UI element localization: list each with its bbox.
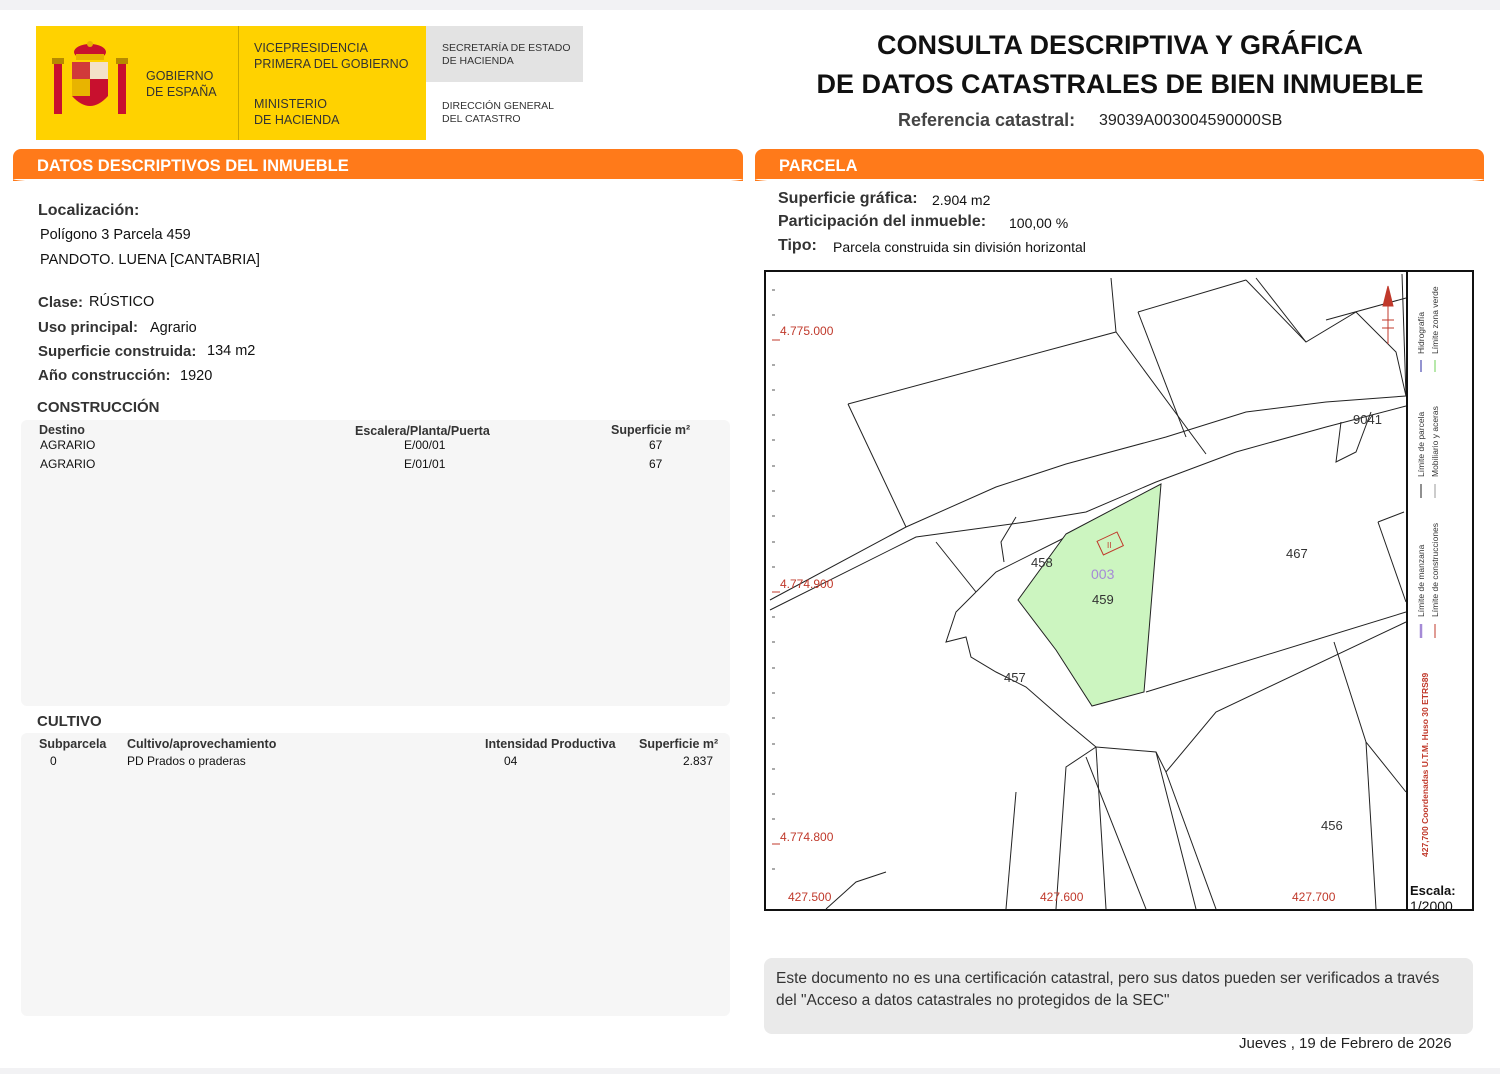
- participacion-value: 100,00 %: [1009, 215, 1069, 231]
- parcel-label-459: 459: [1092, 592, 1114, 607]
- superficie-construida-value: 134 m2: [207, 343, 256, 359]
- anio-construccion-value: 1920: [180, 368, 213, 384]
- table-row-escalera: E/01/01: [404, 457, 446, 471]
- escala-value: 1/2000: [1410, 898, 1453, 914]
- table-row-superficie: 67: [649, 457, 663, 471]
- secretaria-text: SECRETARÍA DE ESTADO DE HACIENDA: [442, 42, 571, 67]
- legend-mobiliario-aceras: Mobiliario y aceras: [1430, 406, 1440, 477]
- parcel-boundary: [1111, 278, 1116, 332]
- localizacion-line-2: PANDOTO. LUENA [CANTABRIA]: [40, 252, 260, 268]
- cadastral-map-svg: [766, 272, 1472, 909]
- parcel-boundary: [1326, 298, 1406, 320]
- localizacion-label: Localización:: [38, 202, 140, 219]
- parcel-boundary: [1378, 522, 1406, 602]
- gobierno-espana-text: GOBIERNO DE ESPAÑA: [146, 69, 217, 99]
- document-page: [0, 10, 1500, 1068]
- cultivo-header-superficie: Superficie m²: [639, 737, 719, 751]
- superficie-grafica-label: Superficie gráfica:: [778, 190, 918, 207]
- parcel-boundary: [1334, 642, 1406, 792]
- construccion-header-destino: Destino: [39, 423, 85, 437]
- y-axis-label: 4.775.000: [780, 324, 834, 338]
- legend-limite-construcciones: Límite de construcciones: [1430, 522, 1440, 617]
- table-row-cultivo: PD Prados o praderas: [127, 754, 246, 768]
- cultivo-title: CULTIVO: [37, 713, 102, 730]
- table-row-subparcela: 0: [50, 754, 57, 768]
- construccion-header-escalera: Escalera/Planta/Puerta: [355, 424, 490, 438]
- cadastral-map[interactable]: [764, 270, 1474, 911]
- referencia-value: 39039A003004590000SB: [1099, 112, 1283, 129]
- legend-hidrografia: Hidrografía: [1416, 311, 1426, 354]
- localizacion-line-1: Polígono 3 Parcela 459: [40, 227, 191, 243]
- tipo-value: Parcela construida sin división horizontal: [833, 239, 1086, 255]
- tipo-label: Tipo:: [778, 237, 817, 254]
- y-axis-label: 4.774.800: [780, 830, 834, 844]
- parcel-boundary: [1256, 278, 1306, 342]
- parcel-label-9041: 9041: [1353, 412, 1382, 427]
- clase-label: Clase:: [38, 294, 84, 311]
- table-row-destino: AGRARIO: [40, 457, 96, 471]
- parcel-boundary: [1056, 747, 1096, 909]
- parcel-label-458: 458: [1031, 555, 1053, 570]
- cultivo-header-subparcela: Subparcela: [39, 737, 107, 751]
- table-row-superficie: 2.837: [683, 754, 714, 768]
- parcel-boundary: [1366, 742, 1376, 909]
- parcel-boundary: [1006, 792, 1016, 909]
- parcel-boundary: [848, 404, 906, 527]
- table-row-superficie: 67: [649, 438, 663, 452]
- building-label: II: [1107, 541, 1112, 550]
- parcel-label-003: 003: [1091, 566, 1115, 582]
- parcel-boundary: [1156, 752, 1196, 909]
- x-axis-label: 427.600: [1040, 890, 1084, 904]
- x-axis-label: 427.500: [788, 890, 832, 904]
- datos-descriptivos-header: DATOS DESCRIPTIVOS DEL INMUEBLE: [13, 149, 743, 181]
- y-axis-label: 4.774.900: [780, 577, 834, 591]
- parcel-boundary: [936, 542, 976, 592]
- referencia-label: Referencia catastral:: [898, 110, 1076, 130]
- table-row-escalera: E/00/01: [404, 438, 446, 452]
- logo-divider: [238, 26, 239, 140]
- table-row-destino: AGRARIO: [40, 438, 96, 452]
- parcel-boundary: [1378, 512, 1404, 522]
- participacion-label: Participación del inmueble:: [778, 213, 987, 230]
- uso-principal-value: Agrario: [150, 320, 197, 336]
- cultivo-header-intensidad: Intensidad Productiva: [485, 737, 616, 751]
- north-arrow-icon: [1382, 286, 1394, 344]
- parcel-boundary: [1246, 280, 1406, 396]
- direccion-general-text: DIRECCIÓN GENERAL DEL CATASTRO: [442, 100, 555, 125]
- construccion-table: [21, 420, 730, 706]
- disclaimer-note: Este documento no es una certificación catastral, pero sus datos pueden ser verificados a través del "Acceso a datos catastrales no protegidos de la SEC": [764, 958, 1473, 1034]
- parcel-boundary: [1138, 280, 1246, 312]
- table-row-intensidad: 04: [504, 754, 518, 768]
- superficie-construida-label: Superficie construida:: [38, 343, 197, 360]
- parcel-boundary: [826, 872, 886, 909]
- legend-divider: [1406, 270, 1408, 911]
- anio-construccion-label: Año construcción:: [38, 367, 171, 384]
- document-title: [760, 26, 1480, 104]
- construccion-title: CONSTRUCCIÓN: [37, 399, 160, 416]
- parcel-boundary: [1086, 757, 1146, 909]
- parcel-label-457: 457: [1004, 670, 1026, 685]
- vicepresidencia-text: VICEPRESIDENCIA PRIMERA DEL GOBIERNO: [254, 41, 409, 71]
- legend-limite-manzana: Límite de manzana: [1416, 544, 1426, 617]
- parcel-boundary: [1146, 612, 1406, 692]
- parcela-header: PARCELA: [755, 149, 1484, 181]
- parcel-boundary: [1096, 747, 1106, 909]
- clase-value: RÚSTICO: [89, 294, 155, 310]
- superficie-grafica-value: 2.904 m2: [932, 192, 991, 208]
- escala-label: Escala:: [1410, 883, 1456, 898]
- spain-coat-of-arms-icon: [50, 40, 130, 124]
- ministerio-text: MINISTERIO DE HACIENDA: [254, 97, 340, 127]
- legend-limite-zona-verde: Límite zona verde: [1430, 286, 1440, 354]
- parcel-boundary: [1138, 312, 1186, 437]
- title-line-1: CONSULTA DESCRIPTIVA Y GRÁFICA: [876, 30, 1364, 60]
- parcel-459-area: [1018, 484, 1161, 706]
- document-date: Jueves , 19 de Febrero de 2026: [1239, 1035, 1452, 1052]
- x-axis-label: 427.700: [1292, 890, 1336, 904]
- parcel-label-456: 456: [1321, 818, 1343, 833]
- legend-limite-parcela: Límite de parcela: [1416, 411, 1426, 477]
- cultivo-table: [21, 733, 730, 1016]
- title-line-2: DE DATOS CATASTRALES DE BIEN INMUEBLE: [816, 69, 1424, 99]
- parcel-label-467: 467: [1286, 546, 1308, 561]
- uso-principal-label: Uso principal:: [38, 319, 139, 336]
- coordinates-note: 427,700 Coordenadas U.T.M. Huso 30 ETRS89: [1420, 672, 1430, 857]
- construccion-header-superficie: Superficie m²: [611, 423, 691, 437]
- cultivo-header-aprovechamiento: Cultivo/aprovechamiento: [127, 737, 277, 751]
